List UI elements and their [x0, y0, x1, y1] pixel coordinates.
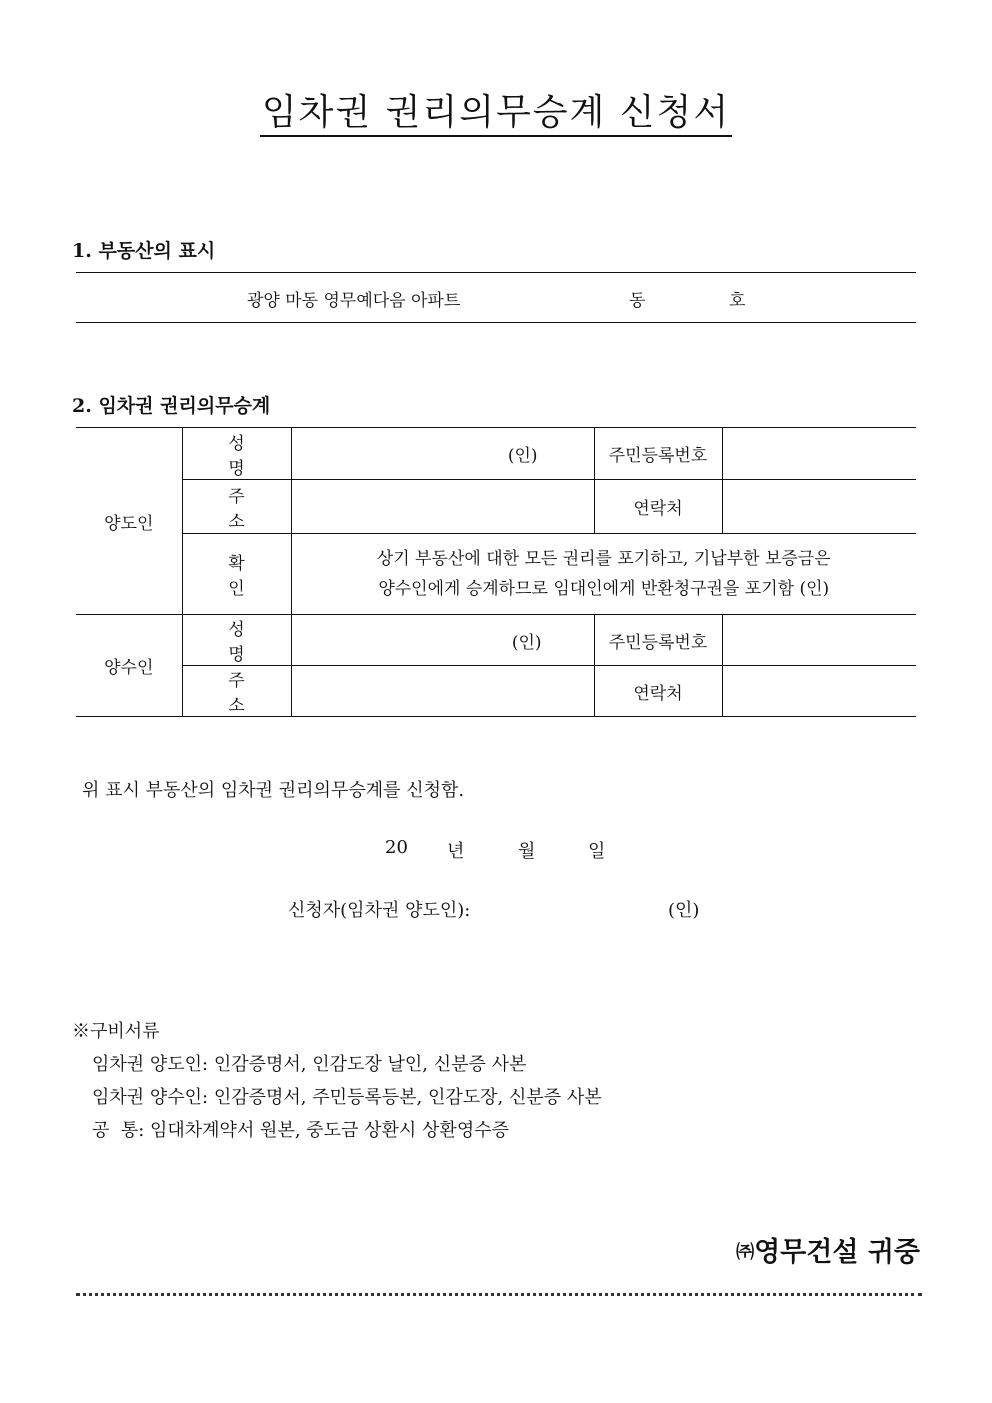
transferor-seal: (인): [507, 446, 538, 466]
section2-heading: 2. 임차권 권리의무승계: [72, 395, 271, 417]
property-bottom-line: [76, 322, 916, 323]
documents-heading: ※구비서류: [72, 1021, 160, 1042]
transferor-name-row: [76, 428, 916, 480]
company-name-text: 영무건설 귀중: [754, 1237, 920, 1268]
transferor-contact-field[interactable]: [722, 480, 916, 534]
transferor-confirm-text: [291, 534, 916, 615]
confirm-line-2: 양수인에게 승계하므로 임대인에게 반환청구권을 포기함 (인): [378, 579, 830, 599]
confirm-line-1: 상기 부동산에 대한 모든 권리를 포기하고, 기납부한 보증금은: [376, 549, 831, 569]
property-row: [76, 272, 916, 322]
date-year: 년: [447, 841, 465, 862]
property-ho: 호: [729, 291, 746, 311]
document-item: 임차권 양도인: 인감증명서, 인감도장 날인, 신분증 사본: [92, 1054, 527, 1075]
section1-heading: 1. 부동산의 표시: [72, 240, 216, 262]
company-prefix: ㈜: [736, 1242, 755, 1263]
transferor-name-field[interactable]: [291, 428, 594, 480]
succession-table: [76, 427, 916, 717]
transferee-address-label: 주 소: [182, 666, 291, 717]
transferee-label: 양수인: [76, 615, 182, 717]
applicant-seal: (인): [668, 900, 700, 921]
application-statement: 위 표시 부동산의 임차권 권리의무승계를 신청함.: [82, 780, 465, 801]
date-day: 일: [588, 841, 606, 862]
transferee-address-row: [76, 666, 916, 717]
transferee-name-label: 성 명: [182, 615, 291, 666]
document-item: 공 통: 임대차계약서 원본, 중도금 상환시 상환영수증: [92, 1120, 509, 1141]
transferee-id-field[interactable]: [722, 615, 916, 666]
transferee-name-row: [76, 615, 916, 666]
transferee-id-label: 주민등록번호: [594, 615, 722, 666]
transferee-contact-label: 연락처: [594, 666, 722, 717]
transferor-confirm-label: 확 인: [182, 534, 291, 615]
transferor-address-field[interactable]: [291, 480, 594, 534]
transferor-contact-label: 연락처: [594, 480, 722, 534]
transferee-name-field[interactable]: [291, 615, 594, 666]
date-month: 월: [518, 841, 536, 862]
date-year-prefix: 20: [385, 837, 408, 858]
transferor-id-field[interactable]: [722, 428, 916, 480]
transferee-seal: (인): [511, 632, 542, 653]
company-name: [736, 1230, 920, 1269]
dotted-separator: [76, 1293, 922, 1296]
transferor-confirm-row: [76, 534, 916, 615]
transferor-id-label: 주민등록번호: [594, 428, 722, 480]
transferee-address-field[interactable]: [291, 666, 594, 717]
transferor-label: 양도인: [76, 428, 182, 615]
property-dong: 동: [629, 291, 646, 311]
transferee-contact-field[interactable]: [722, 666, 916, 717]
required-documents: [72, 1015, 602, 1147]
document-item: 임차권 양수인: 인감증명서, 주민등록등본, 인감도장, 신분증 사본: [92, 1087, 602, 1108]
applicant-label: 신청자(임차권 양도인):: [288, 900, 471, 921]
document-title: 임차권 권리의무승계 신청서: [0, 92, 992, 137]
transferor-address-row: [76, 480, 916, 534]
property-name: 광양 마동 영무예다음 아파트: [247, 291, 461, 311]
transferor-address-label: 주 소: [182, 480, 291, 534]
transferor-name-label: 성 명: [182, 428, 291, 480]
